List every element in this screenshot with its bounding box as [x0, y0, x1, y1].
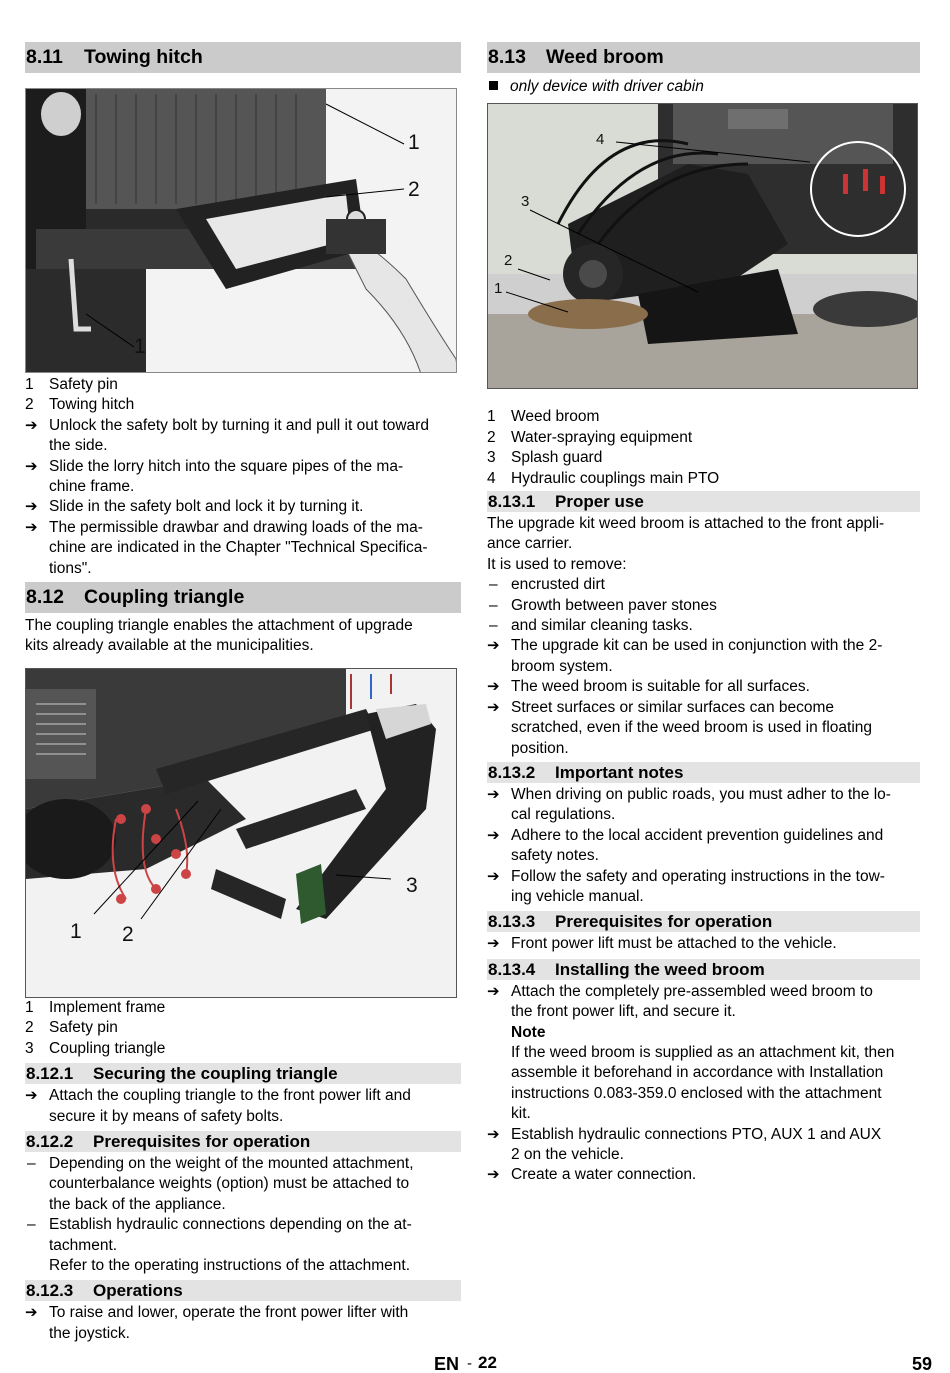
callout-1b: 1	[134, 335, 146, 358]
section-title: Coupling triangle	[84, 586, 245, 609]
section-heading-8-12-2: 8.12.2 Prerequisites for operation	[25, 1131, 461, 1152]
step-item: ➔ Create a water connection.	[487, 1165, 920, 1185]
right-column	[487, 42, 920, 1186]
callout-1: 1	[70, 919, 82, 943]
step-item: ➔ Adhere to the local accident prevention guidelines and safety notes.	[487, 826, 884, 865]
en-dash: –	[27, 1154, 36, 1172]
arrow-right-icon: ➔	[487, 1125, 500, 1143]
step-item: ➔ Attach the completely pre-assembled weed broom to the front power lift, and secure it. Note If the weed broom is supplied as an attachment kit, then assemble it beforehand in accordance with Installation instructions 0.083-359.0 enclosed with the attachment kit.	[487, 982, 895, 1123]
section-heading-8-11	[25, 42, 461, 73]
footer-dash: -	[467, 1355, 472, 1372]
weed-broom-note: only device with driver cabin	[487, 77, 920, 97]
step-item: ➔ To raise and lower, operate the front power lifter with the joystick.	[25, 1304, 409, 1342]
arrow-right-icon: ➔	[487, 935, 500, 953]
proper-use-items	[487, 575, 920, 636]
legend-item: 1 Weed broom	[487, 408, 600, 426]
en-dash: –	[489, 596, 498, 614]
arrow-right-icon: ➔	[25, 1304, 38, 1322]
section-heading-8-13-1: 8.13.1 Proper use	[487, 491, 920, 512]
legend-item: 2 Towing hitch	[25, 396, 135, 414]
legend-item: 1 Implement frame	[25, 998, 166, 1016]
en-dash: –	[489, 617, 498, 635]
legend-item: 1 Safety pin	[25, 376, 118, 393]
arrow-right-icon: ➔	[487, 678, 500, 696]
step-item: ➔ When driving on public roads, you must adher to the lo- cal regulations.	[487, 785, 891, 824]
coupling-triangle-figure	[25, 668, 457, 998]
arrow-right-icon: ➔	[25, 498, 38, 516]
installing-steps	[487, 982, 920, 1186]
towing-hitch-figure	[25, 88, 457, 373]
en-dash: –	[489, 576, 498, 594]
securing-steps	[25, 1086, 461, 1127]
footer-page-sub: 22	[478, 1353, 497, 1372]
legend-item: 3 Splash guard	[487, 449, 603, 467]
arrow-right-icon: ➔	[487, 826, 500, 844]
square-bullet-icon	[489, 81, 498, 90]
arrow-right-icon: ➔	[487, 785, 500, 803]
arrow-right-icon: ➔	[25, 518, 38, 536]
step-item: ➔ Front power lift must be attached to the vehicle.	[487, 934, 920, 954]
callout-1: 1	[494, 280, 503, 298]
arrow-right-icon: ➔	[487, 982, 500, 1000]
step-item: ➔ Establish hydraulic connections PTO, AUX 1 and AUX 2 on the vehicle.	[487, 1125, 882, 1163]
step-item: ➔ Slide the lorry hitch into the square pipes of the ma- chine frame.	[25, 457, 404, 496]
step-item: ➔ Slide in the safety bolt and lock it by turning it.	[25, 497, 461, 517]
proper-use-intro: The upgrade kit weed broom is attached to the front appli- ance carrier. It is used to remove:	[487, 515, 885, 573]
callout-2: 2	[408, 178, 420, 201]
dash-item: – and similar cleaning tasks.	[487, 616, 920, 636]
step-item: ➔ The upgrade kit can be used in conjunction with the 2- broom system.	[487, 637, 883, 675]
callout-1a: 1	[408, 131, 420, 154]
operations-steps	[25, 1303, 461, 1344]
step-item: ➔ The permissible drawbar and drawing loads of the ma- chine are indicated in the Chapter "Technical Specifica- tions".	[25, 518, 428, 577]
section-heading-8-13-4: 8.13.4 Installing the weed broom	[487, 959, 920, 980]
prereq-items	[25, 1154, 461, 1276]
arrow-right-icon: ➔	[487, 867, 500, 885]
section-heading-8-12	[25, 582, 461, 613]
legend-item: 4 Hydraulic couplings main PTO	[487, 469, 720, 487]
step-item: ➔ Street surfaces or similar surfaces can become scratched, even if the weed broom is used in floating position.	[487, 698, 873, 757]
dash-item: – encrusted dirt	[487, 575, 920, 595]
left-column	[25, 42, 461, 1344]
footer-language: EN	[434, 1354, 460, 1373]
callout-2: 2	[504, 252, 513, 270]
arrow-right-icon: ➔	[487, 637, 500, 655]
step-item: ➔ Follow the safety and operating instructions in the tow- ing vehicle manual.	[487, 867, 885, 905]
arrow-right-icon: ➔	[487, 698, 500, 716]
prereq-steps	[487, 934, 920, 954]
en-dash: –	[27, 1216, 36, 1234]
section-heading-8-13-2: 8.13.2 Important notes	[487, 762, 920, 783]
callout-3: 3	[521, 193, 530, 211]
callout-4: 4	[596, 131, 605, 149]
important-notes-steps	[487, 785, 920, 907]
arrow-right-icon: ➔	[25, 457, 38, 475]
section-heading-8-13: 8.13 Weed broom	[487, 42, 920, 73]
dash-item: – Growth between paver stones	[487, 596, 920, 616]
callout-2: 2	[122, 922, 134, 946]
callout-3: 3	[406, 873, 418, 897]
arrow-right-icon: ➔	[25, 416, 38, 434]
note-label: Note	[511, 1023, 546, 1041]
section-number: 8.11	[26, 46, 63, 68]
arrow-right-icon: ➔	[25, 1087, 38, 1105]
coupling-intro: The coupling triangle enables the attachment of upgrade kits already available at the municipalities.	[25, 617, 413, 655]
legend-item: 3 Coupling triangle	[25, 1039, 166, 1057]
weed-broom-figure	[487, 103, 918, 389]
dash-item: – Establish hydraulic connections depending on the at- tachment. Refer to the operating instructions of the attachment.	[27, 1216, 412, 1274]
towing-hitch-legend	[25, 375, 461, 416]
legend-item: 2 Water-spraying equipment	[487, 428, 693, 446]
section-title: Towing hitch	[84, 46, 203, 68]
arrow-right-icon: ➔	[487, 1166, 500, 1184]
legend-item: 2 Safety pin	[25, 1019, 118, 1037]
coupling-legend	[25, 998, 461, 1059]
section-heading-8-12-1: 8.12.1 Securing the coupling triangle	[25, 1063, 461, 1084]
section-heading-8-13-3: 8.13.3 Prerequisites for operation	[487, 911, 920, 932]
proper-use-steps	[487, 636, 920, 758]
section-number: 8.12	[26, 586, 64, 609]
towing-hitch-photo	[26, 89, 457, 373]
step-item: ➔ Unlock the safety bolt by turning it and pull it out toward the side.	[25, 416, 429, 455]
step-item: ➔ The weed broom is suitable for all surfaces.	[487, 677, 920, 697]
dash-item: – Depending on the weight of the mounted attachment, counterbalance weights (option) must be attached to the back of the appliance.	[27, 1154, 414, 1213]
towing-hitch-steps	[25, 416, 461, 579]
step-item: ➔ Attach the coupling triangle to the front power lift and secure it by means of safety bolts.	[25, 1087, 411, 1125]
section-heading-8-12-3: 8.12.3 Operations	[25, 1280, 461, 1301]
weed-broom-legend	[487, 407, 920, 489]
weed-broom-photo	[488, 104, 918, 389]
coupling-triangle-photo	[26, 669, 457, 998]
footer-page-number: 59	[912, 1354, 933, 1373]
